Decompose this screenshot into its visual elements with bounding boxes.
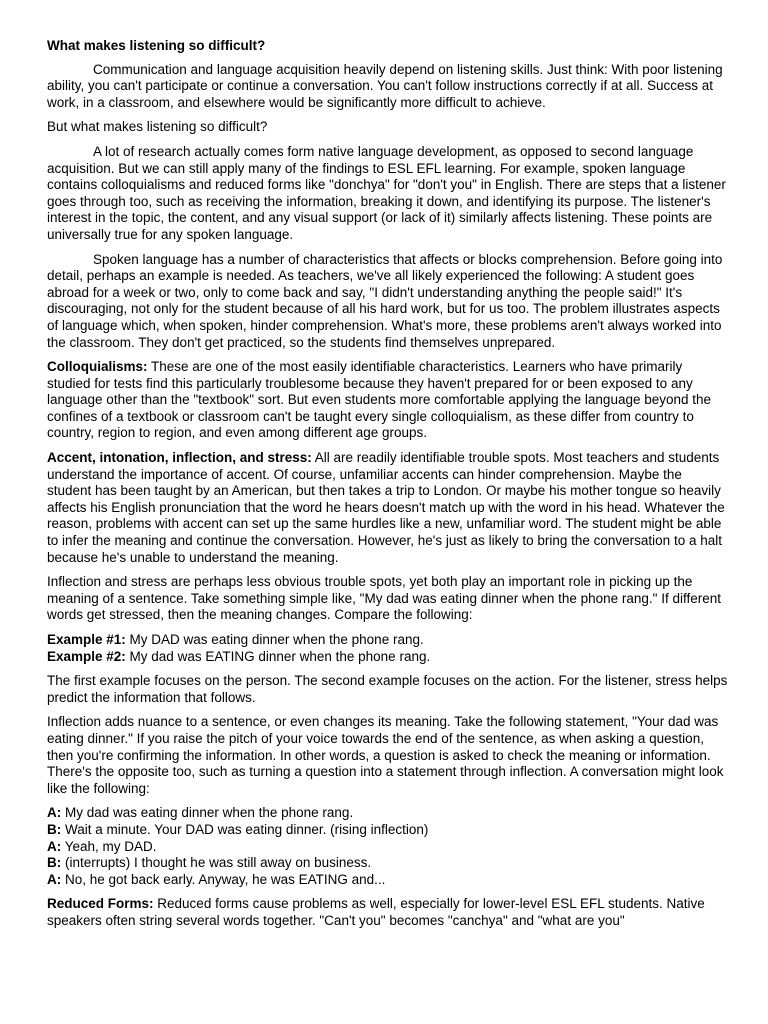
- reduced-forms-label: Reduced Forms:: [47, 896, 154, 912]
- speaker-label: B:: [47, 821, 62, 837]
- dialogue-text: (interrupts) I thought he was still away on business.: [61, 855, 372, 871]
- intro-paragraph: Communication and language acquisition heavily depend on listening skills. Just think: With poor listening ability, you can't participate or continue a conversation. You can't follow instructions correctly if at all. Success at work, in a classroom, and elsewhere would be significantly more difficult to achieve.: [47, 61, 723, 110]
- spoken-language-paragraph: Spoken language has a number of characteristics that affects or blocks comprehension. Before going into detail, perhaps an example is needed. As teachers, we've all likely experienced the following: A student goes abroad for a week or two, only to come back and say, "I didn't understanding anything the people said!" It's discouraging, not only for the student because of all his hard work, but for us too. The problem illustrates aspects of language which, when spoken, hinder comprehension. What's more, these problems aren't always worked into the classroom. They don't get practiced, so the students find themselves unprepared.: [47, 251, 723, 350]
- reduced-forms-paragraph: [47, 896, 728, 929]
- colloquialisms-paragraph: [47, 359, 728, 442]
- example-label: Example #2:: [47, 648, 126, 664]
- example-text: My dad was EATING dinner when the phone rang.: [125, 648, 431, 664]
- dialogue-line: [47, 839, 728, 856]
- accent-label: Accent, intonation, inflection, and stress:: [47, 450, 312, 466]
- example-text: My DAD was eating dinner when the phone rang.: [125, 632, 424, 647]
- colloquialisms-text: These are one of the most easily identifiable characteristics. Learners who have primarily studied for tests find this particularly troublesome because they haven't prepared for or been exposed to any language other than the "textbook" sort. But even students more comfortable applying the language beyond the confines of a textbook or classroom can't be taught every single colloquialism, as these differ from country to country, region to region, and even among different age groups.: [47, 359, 712, 441]
- dialogue-text: Wait a minute. Your DAD was eating dinner. (rising inflection): [61, 821, 429, 837]
- speaker-label: A:: [47, 805, 62, 821]
- question-paragraph: But what makes listening so difficult?: [47, 119, 268, 135]
- first-example-paragraph: The first example focuses on the person. The second example focuses on the action. For the listener, stress helps predict the information that follows.: [47, 673, 728, 705]
- reduced-forms-text: Reduced forms cause problems as well, especially for lower-level ESL EFL students. Native speakers often string several words together. "Can't you" becomes "canchya" and "what are you": [47, 896, 705, 928]
- dialogue-line: [47, 822, 728, 839]
- colloquialisms-label: Colloquialisms:: [47, 359, 148, 375]
- document-title: What makes listening so difficult?: [47, 38, 266, 53]
- speaker-label: A:: [47, 838, 62, 854]
- dialogue-text: Yeah, my DAD.: [61, 838, 157, 854]
- dialogue-block: [47, 805, 728, 888]
- accent-text: All are readily identifiable trouble spots. Most teachers and students understand the importance of accent. Of course, unfamiliar accents can hinder comprehension. Maybe the student has been taught by an American, but then takes a trip to London. Or maybe his mother tongue so heavily affects his English pronunciation that the word he hears doesn't match up with the word in his head. Whatever the reason, problems with accent can set up the same hurdles like a new, unfamiliar word. The student might be able to infer the meaning and continue the conversation. However, he's just as likely to bring the conversation to a halt because he's unable to understand the meaning.: [47, 450, 725, 565]
- dialogue-text: My dad was eating dinner when the phone rang.: [61, 805, 354, 821]
- examples-block: [47, 632, 728, 665]
- speaker-label: B:: [47, 855, 62, 871]
- example-line: [47, 649, 728, 666]
- nuance-paragraph: Inflection adds nuance to a sentence, or even changes its meaning. Take the following statement, "Your dad was eating dinner." If you raise the pitch of your voice towards the end of the sentence, as when asking a question, then you're confirming the information. In other words, a question is asked to check the meaning or information. There's the opposite too, such as turning a question into a statement through inflection. A conversation might look like the following:: [47, 714, 724, 796]
- dialogue-line: [47, 872, 728, 889]
- inflection-paragraph: Inflection and stress are perhaps less obvious trouble spots, yet both play an important role in picking up the meaning of a sentence. Take something simple like, "My dad was eating dinner when the phone rang." If different words get stressed, then the meaning changes. Compare the following:: [47, 574, 721, 623]
- speaker-label: A:: [47, 871, 62, 887]
- research-paragraph: A lot of research actually comes form native language development, as opposed to second language acquisition. But we can still apply many of the findings to ESL EFL learning. For example, spoken language contains colloquialisms and reduced forms like "donchya" for "don't you" in English. There are steps that a listener goes through too, such as receiving the information, breaking it down, and identifying its purpose. The listener's interest in the topic, the content, and any visual support (or lack of it) similarly affects listening. These points are universally true for any spoken language.: [47, 143, 726, 242]
- dialogue-line: [47, 805, 728, 822]
- dialogue-text: No, he got back early. Anyway, he was EATING and...: [61, 871, 386, 887]
- example-label: Example #1:: [47, 632, 126, 647]
- accent-paragraph: [47, 450, 728, 566]
- dialogue-line: [47, 855, 728, 872]
- example-line: [47, 632, 728, 649]
